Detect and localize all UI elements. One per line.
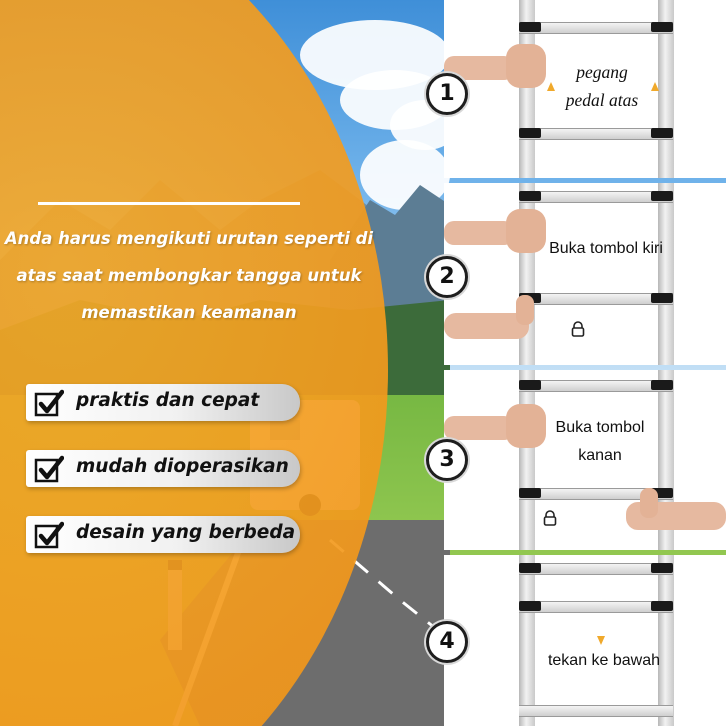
- ladder-rung: [519, 563, 673, 575]
- step-panel-2: [444, 183, 726, 365]
- arrow-down-icon: [597, 636, 605, 645]
- ladder-clip: [519, 601, 541, 611]
- ladder-rung: [519, 22, 673, 34]
- ladder-clip: [651, 563, 673, 573]
- ladder-rung: [519, 128, 673, 140]
- checkbox-check-icon: [34, 520, 64, 550]
- step-number-badge: 4: [426, 621, 468, 663]
- ladder-clip: [519, 563, 541, 573]
- checkbox-check-icon: [34, 388, 64, 418]
- ladder-clip: [651, 380, 673, 390]
- step-number-badge: 1: [426, 73, 468, 115]
- lock-icon: [571, 321, 585, 337]
- ladder-rung: [519, 705, 673, 717]
- ladder-clip: [651, 601, 673, 611]
- ladder-rail-left: [519, 370, 535, 550]
- ladder-rail-right: [658, 183, 674, 365]
- step-panel-4: [444, 555, 726, 726]
- lock-icon: [543, 510, 557, 526]
- step-text: Buka tombol kanan: [555, 419, 645, 464]
- step-text: tekan ke bawah: [547, 652, 661, 669]
- ladder-clip: [651, 22, 673, 32]
- hand-thumb-press: [444, 295, 554, 355]
- intro-text: Anda harus mengikuti urutan seperti di atas saat membongkar tangga untuk memastikan keamanan: [4, 229, 374, 322]
- step-panel-3: [444, 370, 726, 550]
- step-number-badge: 3: [426, 439, 468, 481]
- feature-label: mudah dioperasikan: [76, 456, 289, 477]
- ladder-clip: [519, 488, 541, 498]
- ladder-clip: [651, 293, 673, 303]
- ladder-rung: [519, 191, 673, 203]
- ladder-clip: [519, 22, 541, 32]
- hand-thumb-press: [606, 488, 726, 548]
- feature-label: desain yang berbeda: [76, 522, 296, 543]
- ladder-clip: [519, 380, 541, 390]
- ladder-clip: [651, 191, 673, 201]
- step-text: Buka tombol kiri: [549, 240, 663, 257]
- ladder-rung: [519, 380, 673, 392]
- ladder-clip: [519, 191, 541, 201]
- ladder-rung: [519, 601, 673, 613]
- ladder-rail-left: [519, 555, 535, 726]
- feature-item: [26, 516, 300, 553]
- title-divider: [38, 202, 300, 205]
- ladder-clip: [651, 128, 673, 138]
- ladder-rail-right: [658, 555, 674, 726]
- ladder-clip: [519, 128, 541, 138]
- feature-item: [26, 384, 300, 421]
- feature-label: praktis dan cepat: [76, 390, 260, 411]
- step-number-badge: 2: [426, 256, 468, 298]
- step-text: pegang pedal atas: [565, 62, 639, 110]
- feature-item: [26, 450, 300, 487]
- step-panel-1: [444, 0, 726, 178]
- checkbox-check-icon: [34, 454, 64, 484]
